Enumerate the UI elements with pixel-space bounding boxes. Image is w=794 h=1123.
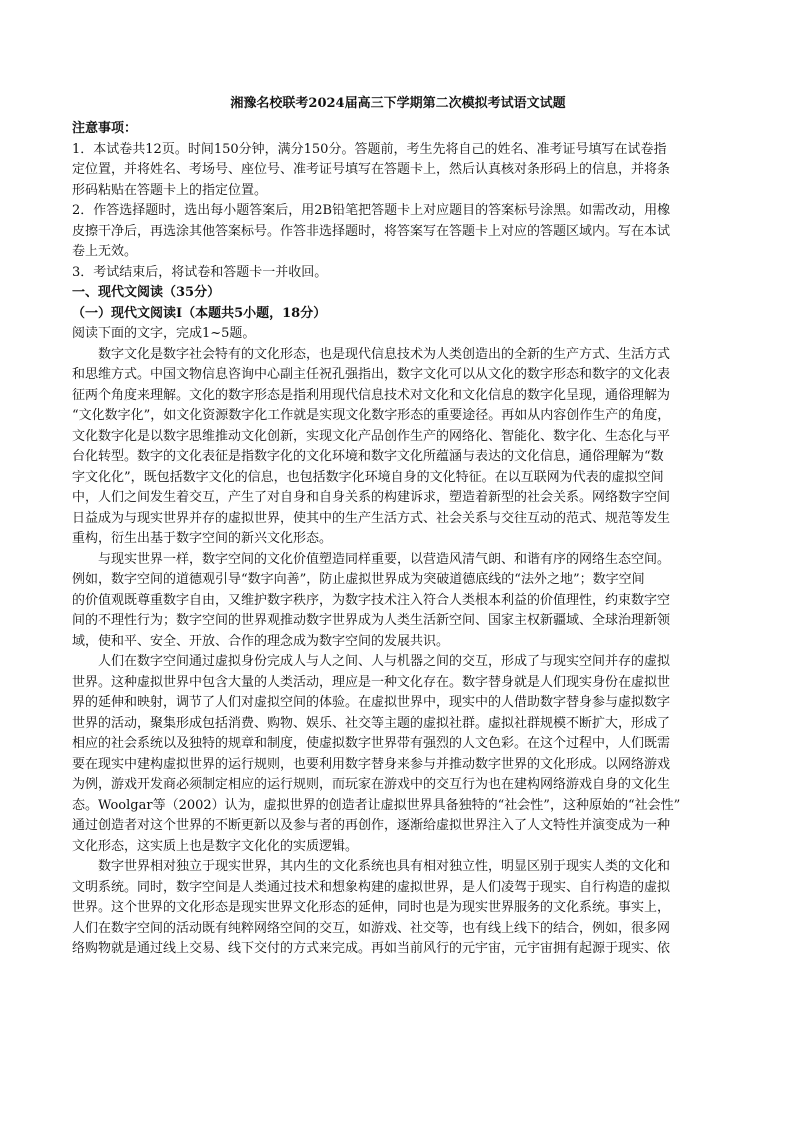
paragraph-line: 为例，游戏开发商必须制定相应的运行规则，而玩家在游戏中的交互行为也在建构网络游戏自身的文化生 <box>72 777 671 792</box>
paragraph-line: 与现实世界一样，数字空间的文化价值塑造同样重要，以营造风清气朗、和谐有序的网络生态空间。 <box>98 551 671 567</box>
paragraph-line: 日益成为与现实世界并存的虚拟世界，使其中的生产生活方式、社会关系与交往互动的范式、规范等发生 <box>72 510 671 526</box>
notice-line: 皮擦干净后，再选涂其他答案标号。作答非选择题时，将答案写在答题卡上对应的答题区域内。写在本试 <box>72 223 671 239</box>
paragraph-line: 态。Woolgar等（2002）认为，虚拟世界的创造者让虚拟世界具备独特的“社会性”，这种原始的“社会性” <box>72 797 681 813</box>
paragraph-line: 通过创造者对这个世界的不断更新以及参与者的再创作，逐渐给虚拟世界注入了人文特性并演变成为一种 <box>72 818 671 833</box>
paragraph-line: 台化转型。数字的文化表征是指数字化的文化环境和数字文化所蕴涵与表达的文化信息，通俗理解为“数 <box>72 449 664 464</box>
body-paragraph-2 <box>72 550 724 653</box>
paragraph-line: “文化数字化”，如文化资源数字化工作就是实现文化数字形态的重要途径。再如从内容创作生产的角度， <box>72 408 671 423</box>
paragraph-line: 字文化化”，既包括数字文化的信息，也包括数字化环境自身的文化特征。在以互联网为代表的虚拟空间 <box>72 469 664 485</box>
body-paragraph-4 <box>72 857 724 960</box>
paragraph-line: 数字文化是数字社会特有的文化形态，也是现代信息技术为人类创造出的全新的生产方式、生活方式 <box>98 346 671 362</box>
paragraph-line: 间的不理性行为；数字空间的世界观推动数字世界成为人类生活新空间、国家主权新疆域、全球治理新领 <box>72 613 671 628</box>
subsection-heading: （一）现代文阅读Ⅰ（本题共5小题，18分） <box>72 305 327 321</box>
paragraph-line: 征两个角度来理解。文化的数字形态是指利用现代信息技术对文化和文化信息的数字化呈现，通俗理解为 <box>72 387 671 403</box>
paragraph-line: 中，人们之间发生着交互，产生了对自身和自身关系的构建诉求，塑造着新型的社会关系。网络数字空间 <box>72 490 671 505</box>
notice-heading: 注意事项： <box>72 121 138 136</box>
paragraph-line: 要在现实中建构虚拟世界的运行规则，也要利用数字替身来参与并推动数字世界的文化形成。以网络游戏 <box>72 756 671 772</box>
notice-list <box>72 140 724 284</box>
paragraph-line: 的价值观既尊重数字自由，又维护数字秩序，为数字技术注入符合人类根本利益的价值理性，约束数字空 <box>72 592 671 608</box>
paragraph-line: 世界。这种虚拟世界中包含大量的人类活动，理应是一种文化存在。数字替身就是人们现实身份在虚拟世 <box>72 674 671 690</box>
paragraph-line: 人们在数字空间的活动既有纯粹网络空间的交互，如游戏、社交等，也有线上线下的结合，例如，很多网 <box>72 920 671 936</box>
paragraph-line: 例如，数字空间的道德观引导“数字向善”，防止虚拟世界成为突破道德底线的“法外之地”；数字空间 <box>72 572 645 587</box>
exam-page <box>72 90 724 960</box>
exam-title: 湘豫名校联考2024届高三下学期第二次模拟考试语文试题 <box>230 96 566 111</box>
notice-line: 3．考试结束后，将试卷和答题卡一并收回。 <box>72 264 328 280</box>
notice-line: 形码粘贴在答题卡上的指定位置。 <box>72 182 268 198</box>
paragraph-line: 数字世界相对独立于现实世界，其内生的文化系统也具有相对独立性，明显区别于现实人类的文化和 <box>98 859 671 874</box>
paragraph-line: 相应的社会系统以及独特的规章和制度，使虚拟数字世界带有强烈的人文色彩。在这个过程中，人们既需 <box>72 736 671 751</box>
reading-instruction: 阅读下面的文字，完成1~5题。 <box>72 326 256 341</box>
paragraph-line: 文明系统。同时，数字空间是人类通过技术和想象构建的虚拟世界，是人们凌驾于现实、自行构造的虚拟 <box>72 879 671 895</box>
paragraph-line: 世界。这个世界的文化形态是现实世界文化形态的延伸，同时也是为现实世界服务的文化系统。事实上， <box>72 900 671 915</box>
paragraph-line: 界的延伸和映射，调节了人们对虚拟空间的体验。在虚拟世界中，现实中的人借助数字替身参与虚拟数字 <box>72 695 671 710</box>
paragraph-line: 文化形态，这实质上也是数字文化化的实质逻辑。 <box>72 838 359 854</box>
paragraph-line: 域，使和平、安全、开放、合作的理念成为数字空间的发展共识。 <box>72 633 450 649</box>
notice-line: 2．作答选择题时，选出每小题答案后，用2B铅笔把答题卡上对应题目的答案标号涂黑。如需改动，用橡 <box>72 203 671 218</box>
paragraph-line: 人们在数字空间通过虚拟身份完成人与人之间、人与机器之间的交互，形成了与现实空间并存的虚拟 <box>98 654 671 669</box>
paragraph-line: 络购物就是通过线上交易、线下交付的方式来完成。再如当前风行的元宇宙，元宇宙拥有起源于现实、依 <box>72 941 671 956</box>
paragraph-line: 重构，衍生出基于数字空间的新兴文化形态。 <box>72 531 333 546</box>
paragraph-line: 世界的活动，聚集形成包括消费、购物、娱乐、社交等主题的虚拟社群。虚拟社群规模不断扩大，形成了 <box>72 715 671 731</box>
section-heading: 一、现代文阅读（35分） <box>72 285 221 300</box>
notice-line: 定位置，并将姓名、考场号、座位号、准考证号填写在答题卡上，然后认真核对条形码上的信息，并将条 <box>72 162 671 177</box>
paragraph-line: 文化数字化是以数字思维推动文化创新，实现文化产品创作生产的网络化、智能化、数字化、生态化与平 <box>72 428 671 444</box>
body-paragraph-1 <box>72 345 724 550</box>
notice-line: 卷上无效。 <box>72 244 138 259</box>
notice-line: 1．本试卷共12页。时间150分钟，满分150分。答题前，考生先将自己的姓名、准考证号填写在试卷指 <box>72 141 667 157</box>
body-paragraph-3 <box>72 652 724 857</box>
paragraph-line: 和思维方式。中国文物信息咨询中心副主任祝孔强指出，数字文化可以从文化的数字形态和数字的文化表 <box>72 367 671 382</box>
